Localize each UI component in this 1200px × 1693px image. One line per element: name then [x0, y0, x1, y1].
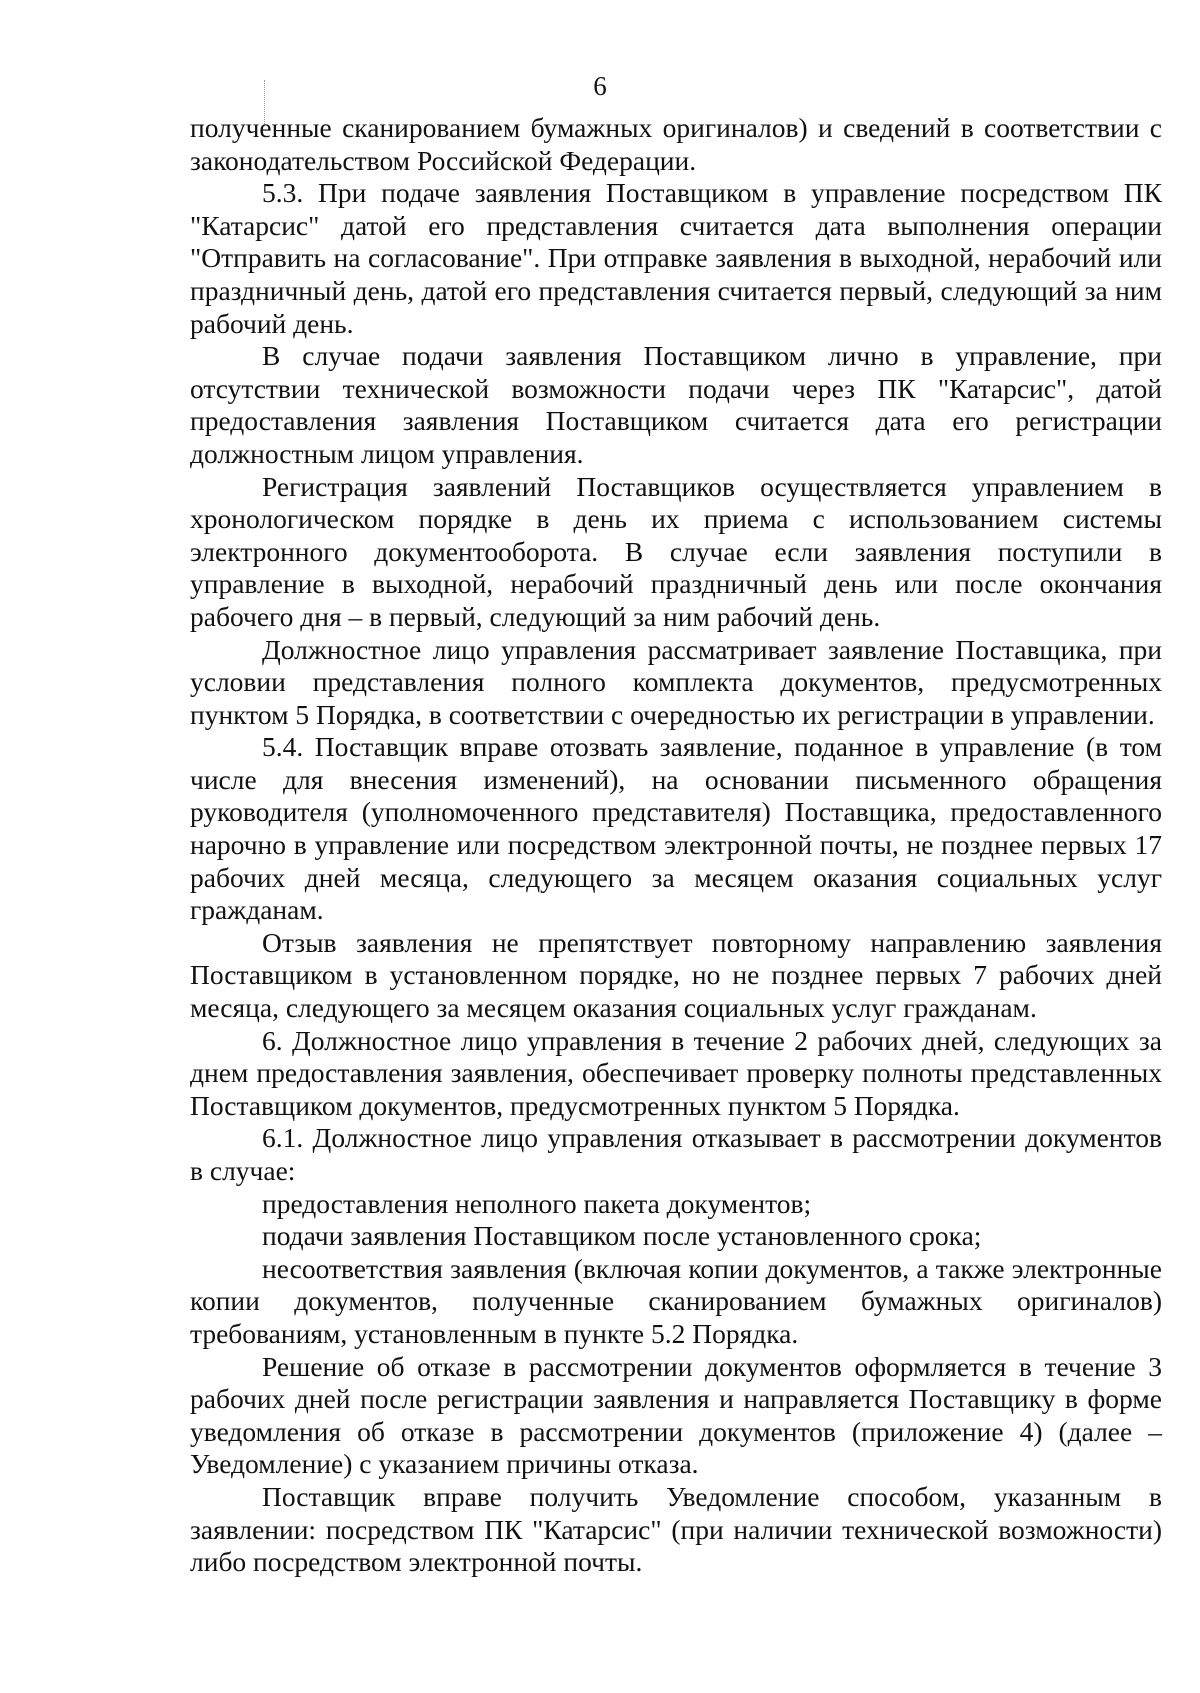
- paragraph-5-4: 5.4. Поставщик вправе отозвать заявление, поданное в управление (в том числе для внесения изменений), на основании письменного обращения руководителя (уполномоченного представителя) Поставщика, предоставленного нарочно в управление или посредством электронной почты, не позднее первых 17 рабочих дней месяца, следующего за месяцем оказания социальных услуг гражданам.: [190, 731, 1162, 926]
- paragraph-6: 6. Должностное лицо управления в течение 2 рабочих дней, следующих за днем предоставления заявления, обеспечивает проверку полноты представленных Поставщиком документов, предусмотренных пунктом 5 Порядка.: [190, 1024, 1162, 1121]
- list-item-incomplete-package: предоставления неполного пакета документов;: [262, 1187, 812, 1219]
- paragraph-continuation: полученные сканированием бумажных оригиналов) и сведений в соответствии с законодательством Российской Федерации.: [190, 112, 1162, 176]
- paragraph-personal-submission: В случае подачи заявления Поставщиком лично в управление, при отсутствии технической возможности подачи через ПК "Катарсис", датой предоставления заявления Поставщиком считается дата его регистрации должностным лицом управления.: [190, 340, 1162, 469]
- paragraph-withdrawal: Отзыв заявления не препятствует повторному направлению заявления Поставщиком в установленном порядке, но не позднее первых 7 рабочих дней месяца, следующего за месяцем оказания социальных услуг гражданам.: [190, 926, 1162, 1024]
- page-number: 6: [593, 71, 607, 101]
- paragraph-review: Должностное лицо управления рассматривает заявление Поставщика, при условии представления полного комплекта документов, предусмотренных пунктом 5 Порядка, в соответствии с очередностью их регистрации в управлении.: [190, 633, 1162, 730]
- document-body: [190, 112, 1162, 1579]
- paragraph-5-3: 5.3. При подаче заявления Поставщиком в управление посредством ПК "Катарсис" датой его представления считается дата выполнения операции "Отправить на согласование". При отправке заявления в выходной, нерабочий или праздничный день, датой его представления считается первый, следующий за ним рабочий день.: [190, 177, 1162, 339]
- list-item-nonconformity: несоответствия заявления (включая копии документов, а также электронные копии документов, полученные сканированием бумажных оригиналов) требованиям, установленным в пункте 5.2 Порядка.: [190, 1252, 1162, 1349]
- paragraph-refusal-decision: Решение об отказе в рассмотрении документов оформляется в течение 3 рабочих дней после регистрации заявления и направляется Поставщику в форме уведомления об отказе в рассмотрении документов (приложение 4) (далее – Уведомление) с указанием причины отказа.: [190, 1350, 1162, 1480]
- paragraph-6-1: 6.1. Должностное лицо управления отказывает в рассмотрении документов в случае:: [190, 1122, 1162, 1186]
- paragraph-registration: Регистрация заявлений Поставщиков осуществляется управлением в хронологическом порядке в день их приема с использованием системы электронного документооборота. В случае если заявления поступили в управление в выходной, нерабочий праздничный день или после окончания рабочего дня – в первый, следующий за ним рабочий день.: [190, 470, 1162, 632]
- list-item-late-submission: подачи заявления Поставщиком после установленного срока;: [262, 1220, 982, 1252]
- paragraph-notification: Поставщик вправе получить Уведомление способом, указанным в заявлении: посредством ПК "Катарсис" (при наличии технической возможности) либо посредством электронной почты.: [190, 1480, 1162, 1578]
